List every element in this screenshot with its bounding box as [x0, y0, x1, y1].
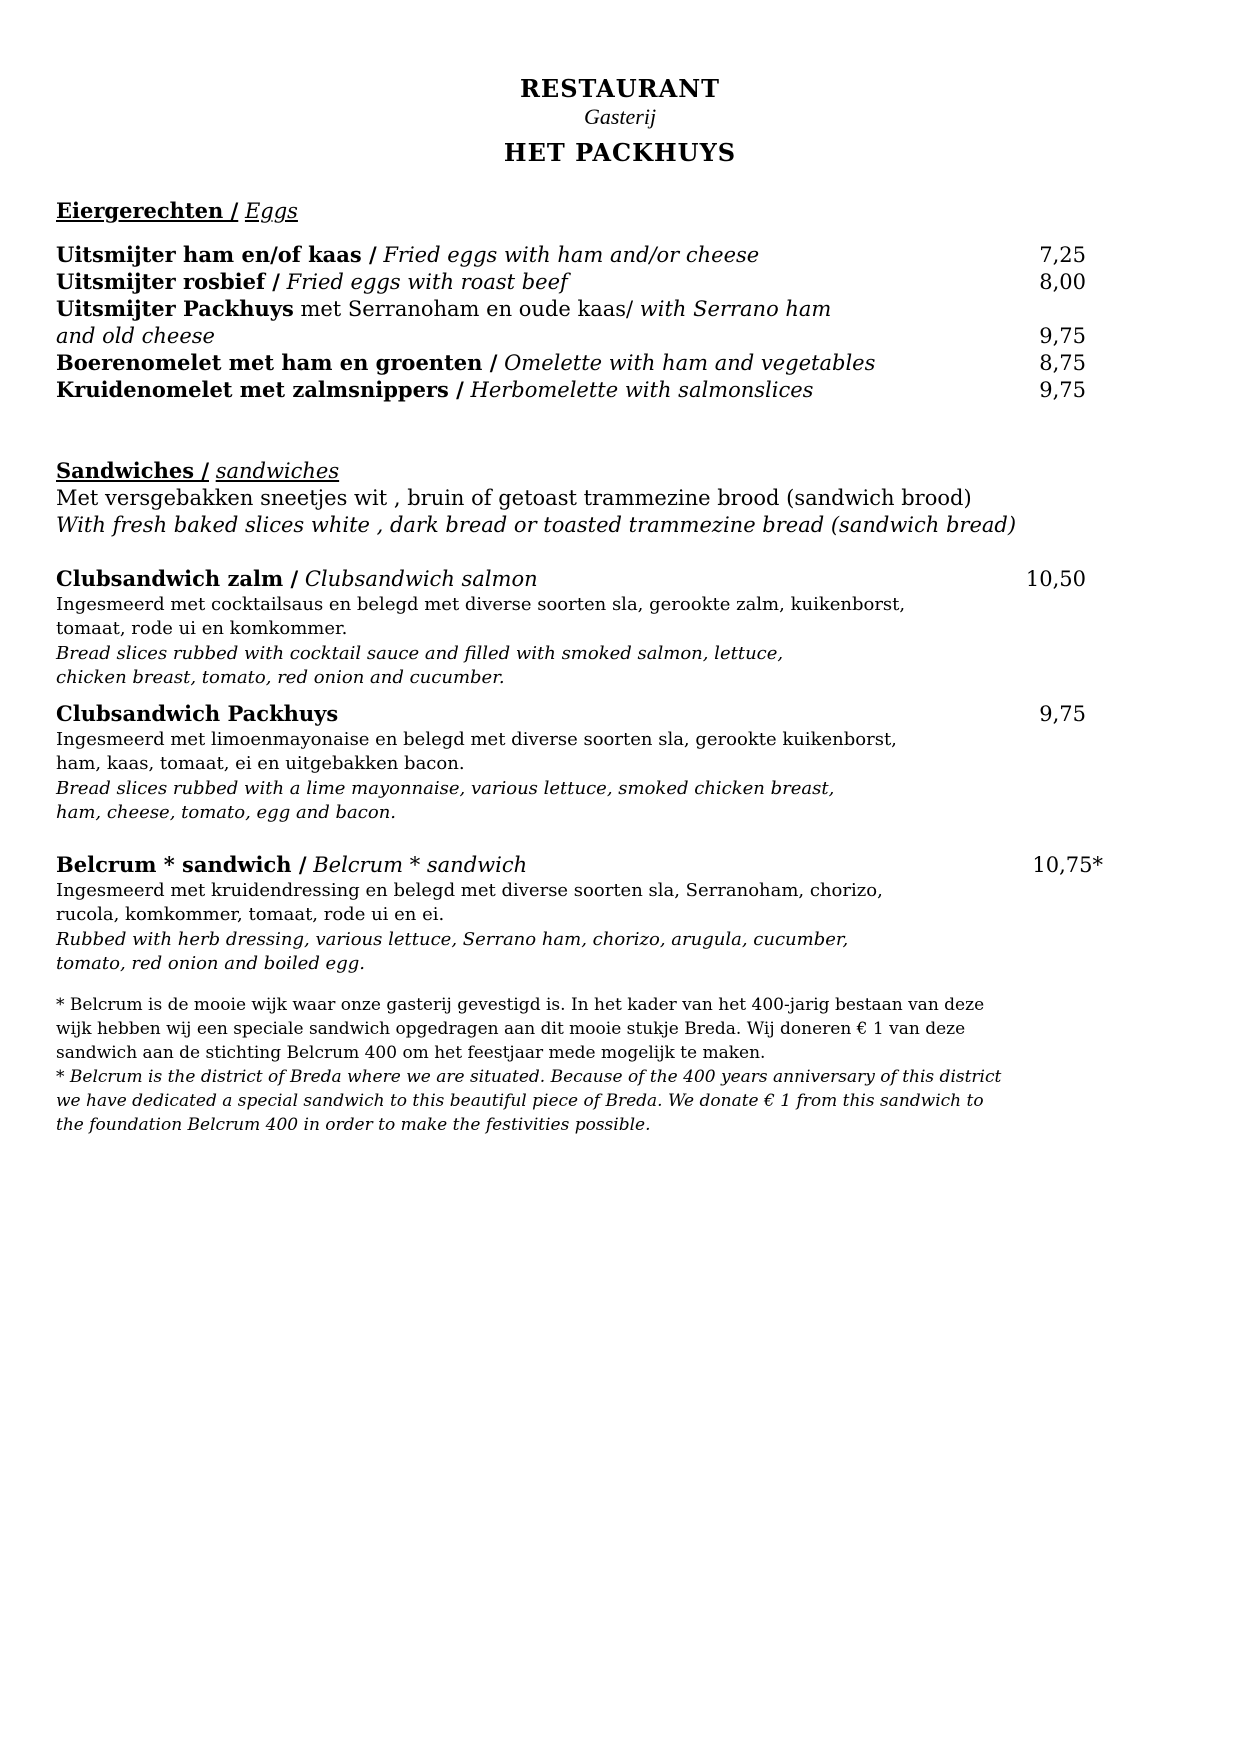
menu-item: [56, 269, 568, 295]
sandwiches-intro-nl: Met versgebakken sneetjes wit , bruin of getoast trammezine brood (sandwich brood): [56, 486, 972, 510]
item-desc-nl: tomaat, rode ui en komkommer.: [56, 618, 348, 639]
item-desc-nl: rucola, komkommer, tomaat, rode ui en ei.: [56, 904, 445, 925]
item-name-nl: Belcrum * sandwich /: [56, 852, 307, 877]
item-name-nl: Kruidenomelet met zalmsnippers /: [56, 377, 464, 402]
item-name-nl: Uitsmijter ham en/of kaas /: [56, 242, 377, 267]
header-gasterij: Gasterij: [583, 104, 657, 129]
item-price: 9,75: [1039, 702, 1086, 726]
item-name-nl: Uitsmijter rosbief /: [56, 269, 280, 294]
footnote-en: * Belcrum is the district of Breda where we are situated. Because of the 400 years anniversary of this district: [56, 1067, 1002, 1087]
header-restaurant-name: HET PACKHUYS: [503, 138, 737, 167]
item-price: 7,25: [1039, 243, 1086, 267]
item-name-en: Fried eggs with roast beef: [286, 270, 568, 294]
item-desc-en: ham, cheese, tomato, egg and bacon.: [56, 802, 397, 823]
item-name-nl-extra: met Serranoham en oude kaas/: [300, 297, 634, 321]
sandwich-item: [56, 852, 527, 878]
item-price: 10,75*: [1032, 853, 1103, 877]
item-price: 8,75: [1039, 351, 1086, 375]
sandwiches-title-en: sandwiches: [215, 459, 340, 483]
item-name-en: Fried eggs with ham and/or cheese: [383, 243, 760, 267]
item-desc-nl: ham, kaas, tomaat, ei en uitgebakken bacon.: [56, 753, 465, 774]
sandwich-item: [56, 566, 538, 592]
item-name-en-cont: and old cheese: [56, 324, 215, 348]
item-desc-en: tomato, red onion and boiled egg.: [56, 953, 365, 974]
footnote-nl: sandwich aan de stichting Belcrum 400 om het feestjaar mede mogelijk te maken.: [56, 1043, 766, 1063]
item-price: 8,00: [1039, 270, 1086, 294]
item-desc-nl: Ingesmeerd met limoenmayonaise en belegd met diverse soorten sla, gerookte kuikenborst,: [56, 729, 897, 750]
sandwiches-title-nl: Sandwiches /: [56, 458, 209, 483]
eggs-title-en: Eggs: [244, 199, 298, 223]
sandwiches-intro-en: With fresh baked slices white , dark bread or toasted trammezine bread (sandwich bread): [56, 513, 1017, 537]
item-desc-en: Bread slices rubbed with a lime mayonnaise, various lettuce, smoked chicken breast,: [56, 778, 835, 799]
footnote-en: we have dedicated a special sandwich to this beautiful piece of Breda. We donate € 1 from this sandwich to: [56, 1091, 984, 1111]
footnote-nl: wijk hebben wij een speciale sandwich opgedragen aan dit mooie stukje Breda. Wij doneren € 1 van deze: [56, 1019, 966, 1039]
item-desc-en: Bread slices rubbed with cocktail sauce and filled with smoked salmon, lettuce,: [56, 643, 784, 664]
menu-item: [56, 350, 875, 376]
item-name-en: Herbomelette with salmonslices: [470, 378, 814, 402]
item-desc-en: chicken breast, tomato, red onion and cucumber.: [56, 667, 505, 688]
item-name-en: with Serrano ham: [639, 297, 832, 321]
item-name-en: Clubsandwich salmon: [304, 567, 538, 591]
sandwich-item: [56, 701, 338, 727]
item-price: 9,75: [1039, 324, 1086, 348]
item-desc-nl: Ingesmeerd met kruidendressing en belegd met diverse soorten sla, Serranoham, chorizo,: [56, 880, 883, 901]
item-desc-en: Rubbed with herb dressing, various lettuce, Serrano ham, chorizo, arugula, cucumber,: [56, 929, 849, 950]
item-name-en: Omelette with ham and vegetables: [504, 351, 876, 375]
menu-item: [56, 242, 759, 268]
item-price: 9,75: [1039, 378, 1086, 402]
footnote-nl: * Belcrum is de mooie wijk waar onze gasterij gevestigd is. In het kader van het 400-jarig bestaan van deze: [56, 995, 985, 1015]
section-title-sandwiches: [56, 458, 339, 484]
item-name-nl: Clubsandwich zalm /: [56, 566, 299, 591]
eggs-title-nl: Eiergerechten /: [56, 198, 239, 223]
item-name-nl: Clubsandwich Packhuys: [56, 701, 339, 726]
item-name-nl: Boerenomelet met ham en groenten /: [56, 350, 498, 375]
menu-item: [56, 377, 813, 403]
menu-item: [56, 296, 831, 322]
header-restaurant: RESTAURANT: [519, 74, 721, 103]
item-name-nl: Uitsmijter Packhuys: [56, 296, 294, 321]
item-name-en: Belcrum * sandwich: [313, 853, 528, 877]
item-desc-nl: Ingesmeerd met cocktailsaus en belegd met diverse soorten sla, gerookte zalm, kuikenborst,: [56, 594, 906, 615]
section-title-eggs: [56, 198, 298, 224]
footnote-en: the foundation Belcrum 400 in order to make the festivities possible.: [56, 1115, 651, 1135]
item-price: 10,50: [1025, 567, 1086, 591]
